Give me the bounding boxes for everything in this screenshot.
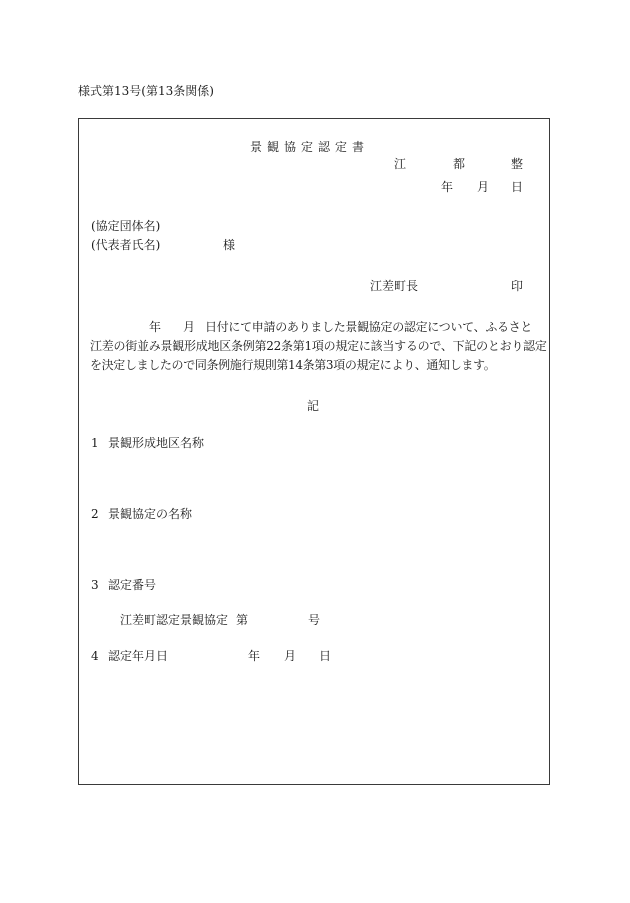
- item-3-label: 認定番号: [108, 578, 157, 592]
- body-year: 年: [149, 320, 162, 334]
- item-4-day: 日: [319, 649, 332, 663]
- doc-number-part-2: 都: [453, 157, 466, 171]
- doc-number-part-1: 江: [394, 157, 407, 171]
- group-name-label: (協定団体名): [91, 219, 161, 233]
- date-month: 月: [477, 180, 490, 194]
- item-3-go: 号: [308, 613, 321, 627]
- ki-heading: 記: [307, 399, 320, 413]
- body-line-3: を決定しましたので同条例施行規則第14条第3項の規定により、通知します。: [90, 358, 496, 372]
- item-4-month: 月: [284, 649, 297, 663]
- date-day: 日: [511, 180, 524, 194]
- representative-name-label: (代表者氏名): [91, 238, 161, 252]
- item-2-label: 景観協定の名称: [108, 507, 193, 521]
- document-title: 景観協定認定書: [250, 140, 370, 154]
- honorific-sama: 様: [223, 238, 236, 252]
- item-1-label: 景観形成地区名称: [108, 436, 205, 450]
- item-4-label: 認定年月日: [108, 649, 169, 663]
- item-3-number: 3: [91, 578, 99, 592]
- body-line-1: 日付にて申請のありました景観協定の認定について、ふるさと: [205, 320, 533, 334]
- item-4-number: 4: [91, 649, 99, 663]
- body-month: 月: [183, 320, 196, 334]
- date-year: 年: [441, 180, 454, 194]
- form-number-label: 様式第13号(第13条関係): [78, 84, 214, 98]
- item-1-number: 1: [91, 436, 99, 450]
- seal-mark: 印: [511, 279, 524, 293]
- issuer-name: 江差町長: [370, 279, 419, 293]
- item-4-year: 年: [248, 649, 261, 663]
- item-3-dai: 第: [236, 613, 249, 627]
- body-line-2: 江差の街並み景観形成地区条例第22条第1項の規定に該当するので、下記のとおり認定: [90, 339, 547, 353]
- item-3-certification-prefix: 江差町認定景観協定: [120, 613, 229, 627]
- doc-number-part-3: 整: [511, 157, 524, 171]
- item-2-number: 2: [91, 507, 99, 521]
